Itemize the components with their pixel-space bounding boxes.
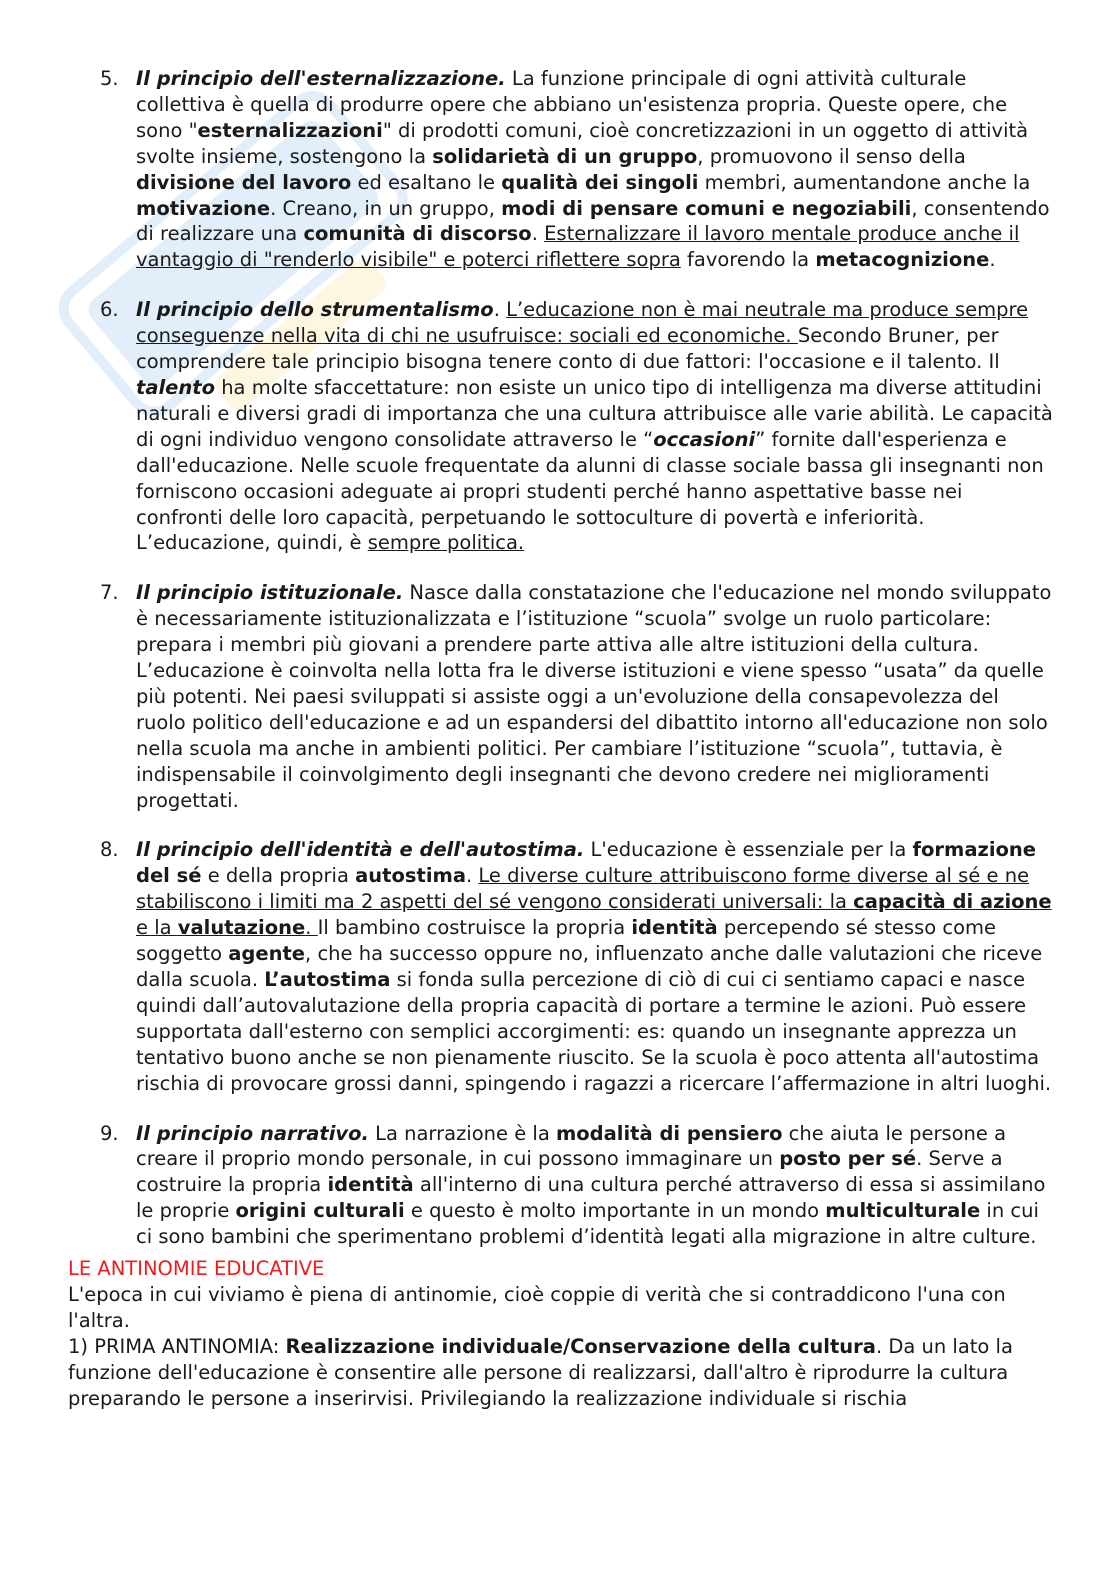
principle-text <box>136 581 1051 811</box>
principle-text <box>136 1122 1045 1249</box>
text-segment: Il principio istituzionale. <box>136 581 404 605</box>
text-segment: , promuovono il senso della <box>697 144 966 168</box>
text-segment: , che ha successo oppure no, influenzato anche dalle valutazioni che riceve dalla scuola. <box>136 942 1043 991</box>
section-intro: L'epoca in cui viviamo è piena di antinomie, cioè coppie di verità che si contraddicono l'una con l'altra. <box>68 1282 1006 1332</box>
text-segment: Il bambino costruisce la propria <box>317 916 632 940</box>
text-segment: all'interno di una cultura perché attraverso di essa si assimilano le proprie <box>136 1173 1046 1223</box>
text-segment: Nasce dalla constatazione che l'educazione nel mondo sviluppato è necessariamente istituzionalizzata e l’istituzione “scuola” svolge un ruolo particolare: prepara i membri più giovani a prendere parte attiva alle altre istituzioni della cultura. L’educazione è coinvolta nella lotta fra le diverse istituzioni e viene spesso “usata” da quelle più potenti. Nei paesi sviluppati si assiste oggi a un'evoluzione della consapevolezza del ruolo politico dell'educazione e ad un espandersi del dibattito intorno all'educazione non solo nella scuola ma anche in ambienti politici. Per cambiare l’istituzione “scuola”, tuttavia, è indispensabile il coinvolgimento degli insegnanti che devono credere nei miglioramenti progettati. <box>136 581 1052 812</box>
text-segment: e la <box>136 916 178 940</box>
list-number: 6. <box>100 298 119 322</box>
text-segment: L'educazione è essenziale per la <box>584 838 913 862</box>
text-segment: identità <box>631 916 718 940</box>
text-segment: Il principio dell'esternalizzazione. <box>136 67 506 90</box>
text-segment: Il principio dell'identità e dell'autostima. <box>136 838 585 862</box>
text-segment: metacognizione <box>815 248 990 272</box>
text-segment: . <box>493 298 507 322</box>
principle-item <box>68 1121 1053 1251</box>
text-segment: ” fornite dall'esperienza e dall'educazione. Nelle scuole frequentate da alunni di classe sociale bassa gli insegnanti non forniscono occasioni adeguate ai propri studenti perché hanno aspettative basse nei confronti delle loro capacità, perpetuando le sottoculture di povertà e inferiorità. L’educazione, quindi, è <box>136 427 1044 555</box>
text-segment: . <box>465 864 479 888</box>
text-segment: multiculturale <box>825 1199 981 1223</box>
text-segment: e questo è molto importante in un mondo <box>404 1199 826 1223</box>
text-segment: Il principio narrativo. <box>136 1121 369 1145</box>
list-number: 8. <box>100 838 119 862</box>
text-segment: ed esaltano le <box>351 170 502 194</box>
text-segment: motivazione <box>136 196 271 220</box>
text-segment: L’educazione non è mai neutrale ma produce sempre conseguenze nella vita di chi ne usufruisce: sociali ed economiche. <box>136 298 1029 348</box>
text-segment: . <box>305 916 318 940</box>
text-segment: La narrazione è la <box>368 1121 556 1145</box>
text-segment: Il principio dello strumentalismo <box>136 298 494 322</box>
text-segment: Le diverse culture attribuiscono forme diverse al sé e ne stabiliscono i limiti ma 2 aspetti del sé vengono considerati universali: la <box>136 864 1030 914</box>
text-segment: . Serve a costruire la propria <box>136 1147 1003 1197</box>
list-number: 9. <box>100 1121 119 1145</box>
text-segment: identità <box>327 1173 414 1197</box>
text-segment: talento <box>136 375 215 399</box>
document-page <box>68 66 1053 1412</box>
text-segment: percependo sé stesso come soggetto <box>136 916 996 966</box>
text-segment: capacità di azione <box>853 890 1052 914</box>
principle-item <box>68 580 1053 813</box>
text-segment: La funzione principale di ogni attività culturale collettiva è quella di produrre opere che abbiano un'esistenza propria. Queste opere, che sono " <box>136 67 1008 142</box>
antinomy-prefix: 1) PRIMA ANTINOMIA: <box>68 1334 286 1358</box>
principle-text <box>136 67 1050 271</box>
text-segment: occasioni <box>653 427 756 451</box>
text-segment: . <box>989 248 996 272</box>
text-segment: Esternalizzare il lavoro mentale produce anche il vantaggio di "renderlo visibile" e poterci riflettere sopra <box>136 222 1020 272</box>
principle-item <box>68 66 1053 273</box>
text-segment: favorendo la <box>680 248 816 272</box>
principle-text <box>136 838 1052 1094</box>
principles-list <box>68 66 1053 1250</box>
text-segment: solidarietà di un gruppo <box>432 144 698 168</box>
text-segment: che aiuta le persone a creare il proprio mondo personale, in cui possono immaginare un <box>136 1121 1007 1171</box>
text-segment: valutazione <box>177 916 306 940</box>
principle-item <box>68 297 1053 556</box>
antinomy-title: Realizzazione individuale/Conservazione della cultura <box>285 1334 876 1358</box>
text-segment: Secondo Bruner, per comprendere tale principio bisogna tenere conto di due fattori: l'occasione e il talento. Il <box>136 324 1000 374</box>
text-segment: " di prodotti comuni, cioè concretizzazioni in un oggetto di attività svolte insieme, sostengono la <box>136 118 1029 168</box>
text-segment: . <box>531 222 545 246</box>
list-number: 5. <box>100 67 119 90</box>
antinomy-text: . Da un lato la funzione dell'educazione è consentire alle persone di realizzarsi, dall'altro è riprodurre la cultura preparando le persone a inserirvisi. Privilegiando la realizzazione individuale si rischia <box>68 1334 1013 1410</box>
text-segment: comunità di discorso <box>303 222 532 246</box>
text-segment: sempre politica. <box>367 531 525 555</box>
text-segment: formazione del sé <box>136 838 1037 888</box>
text-segment: esternalizzazioni <box>197 118 383 142</box>
text-segment: qualità dei singoli <box>501 170 699 194</box>
text-segment: . Creano, in un gruppo, <box>270 196 502 220</box>
text-segment: e della propria <box>201 864 356 888</box>
text-segment: modalità di pensiero <box>555 1121 783 1145</box>
text-segment: , consentendo di realizzare una <box>136 196 1050 246</box>
text-segment: origini culturali <box>235 1199 405 1223</box>
text-segment: divisione del lavoro <box>136 170 352 194</box>
text-segment: posto per sé <box>779 1147 917 1171</box>
text-segment: in cui ci sono bambini che sperimentano problemi d’identità legati alla migrazione in altre culture. <box>136 1199 1039 1249</box>
text-segment: autostima <box>355 864 466 888</box>
text-segment: membri, aumentandone anche la <box>698 170 1031 194</box>
text-segment: si fonda sulla percezione di ciò di cui ci sentiamo capaci e nasce quindi dall’autovalutazione della propria capacità di portare a termine le azioni. Può essere supportata dall'esterno con semplici accorgimenti: es: quando un insegnante apprezza un tentativo buono anche se non pienamente riuscito. Se la scuola è poco attenta all'autostima rischia di provocare grossi danni, spingendo i ragazzi a ricercare l’affermazione in altri luoghi. <box>136 968 1052 1095</box>
list-number: 7. <box>100 581 119 605</box>
text-segment: modi di pensare comuni e negoziabili <box>501 196 912 220</box>
text-segment: ha molte sfaccettature: non esiste un unico tipo di intelligenza ma diverse attitudini naturali e diversi gradi di importanza che una cultura attribuisce alle varie abilità. Le capacità di ogni individuo vengono consolidate attraverso le “ <box>136 375 1053 451</box>
principle-text <box>136 298 1053 554</box>
section-title: LE ANTINOMIE EDUCATIVE <box>68 1257 325 1281</box>
principle-item <box>68 837 1053 1096</box>
text-segment: agente <box>228 942 306 966</box>
first-antinomy <box>68 1334 1053 1412</box>
text-segment: L’autostima <box>264 968 391 991</box>
